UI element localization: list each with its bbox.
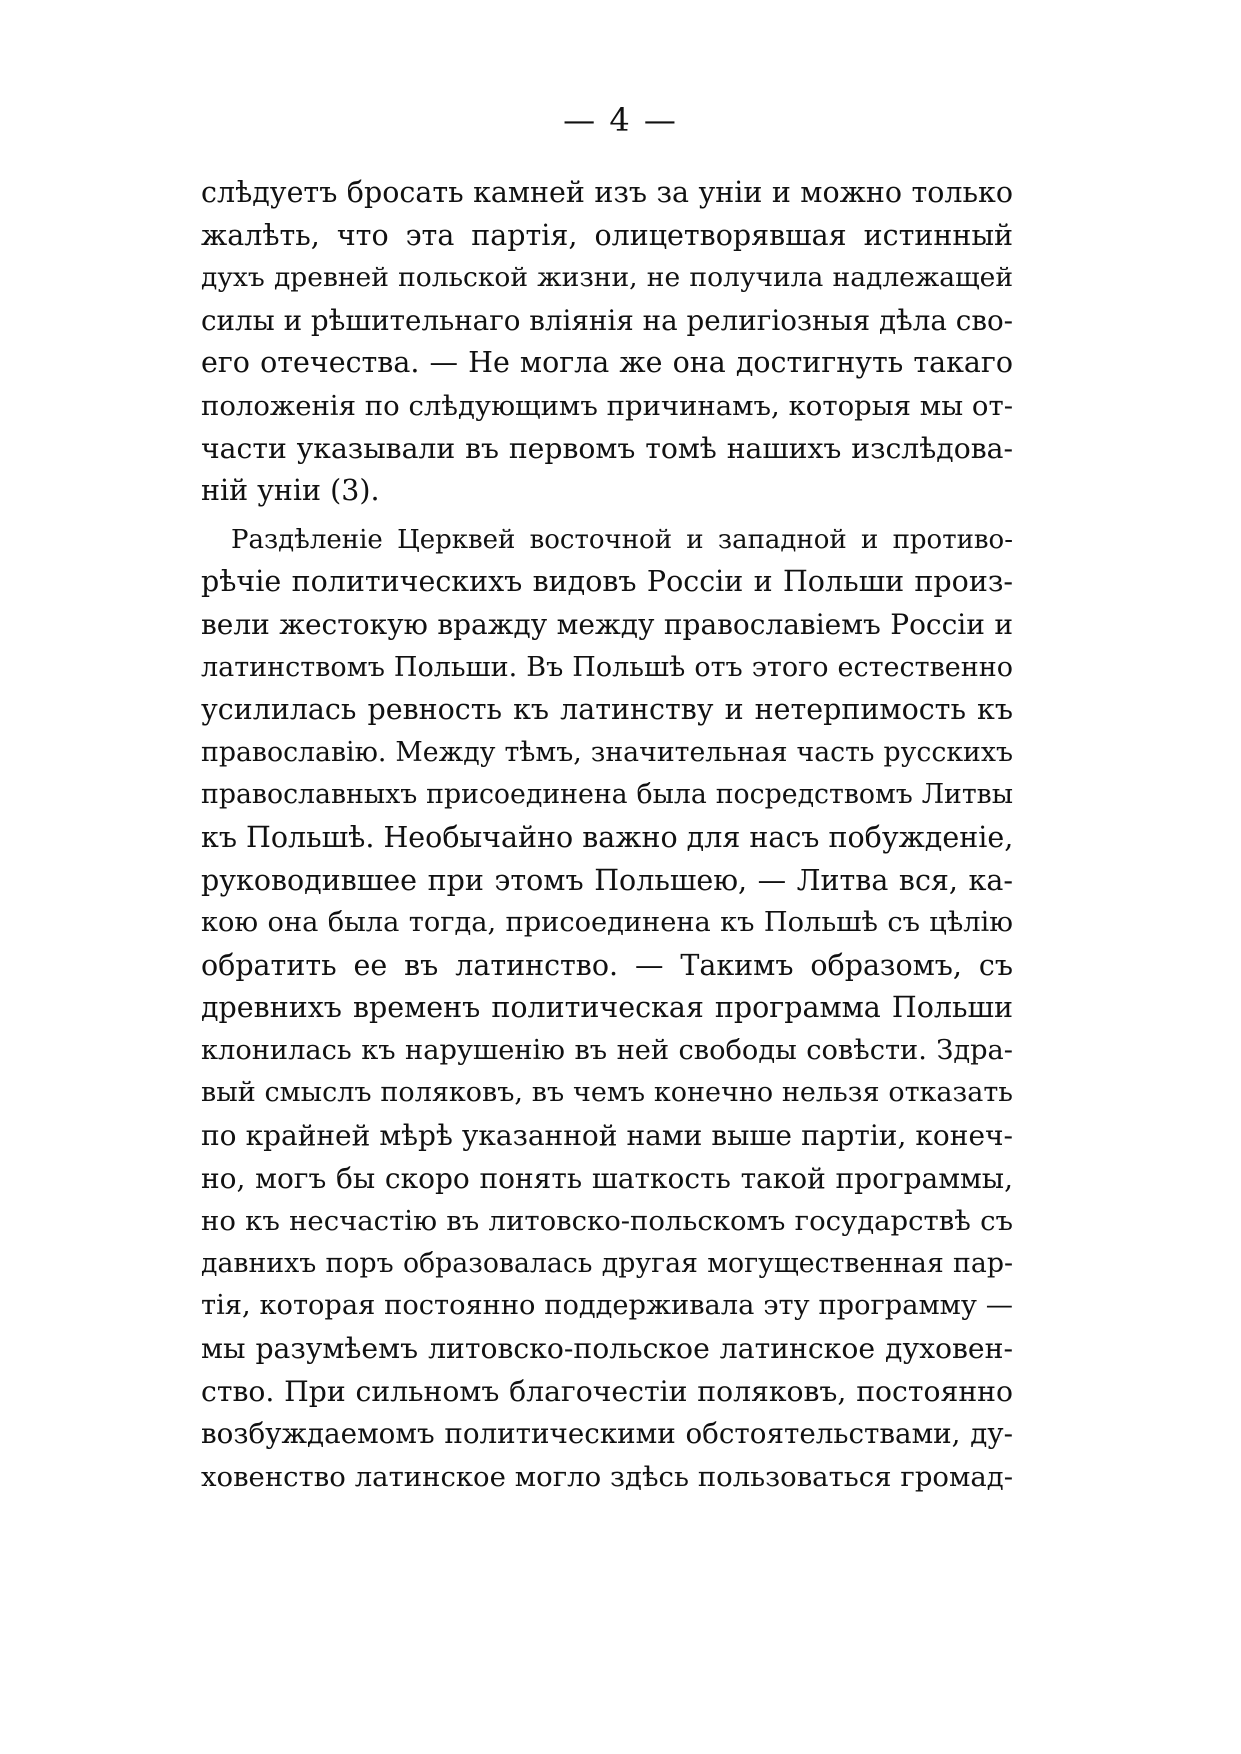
text-line: духъ древней польской жизни, не получила надлежащей — [201, 262, 1013, 294]
text-line: по крайней мѣрѣ указанной нами выше партіи, конеч- — [201, 1119, 1013, 1153]
text-line: древнихъ временъ политическая программа Польши — [201, 991, 1013, 1025]
text-line: тія, которая постоянно поддерживала эту программу — — [201, 1290, 1013, 1322]
text-line: латинствомъ Польши. Въ Польшѣ отъ этого естественно — [201, 651, 1013, 683]
body-text — [201, 172, 1013, 1498]
page-number: — 4 — — [563, 101, 678, 139]
text-line: жалѣть, что эта партія, олицетворявшая истинный — [201, 218, 1013, 252]
text-line: православію. Между тѣмъ, значительная часть русскихъ — [201, 736, 1013, 768]
text-line: православныхъ присоединена была посредствомъ Литвы — [201, 779, 1013, 811]
text-line: вый смыслъ поляковъ, въ чемъ конечно нельзя отказать — [201, 1077, 1013, 1109]
text-line: силы и рѣшительнаго вліянія на религіозныя дѣла сво- — [201, 303, 1014, 337]
text-line: рѣчіе политическихъ видовъ Россіи и Польши произ- — [201, 565, 1013, 599]
text-line: ній уніи (3). — [201, 474, 380, 508]
text-line: ховенство латинское могло здѣсь пользоваться громад- — [201, 1460, 1013, 1493]
text-line: части указывали въ первомъ томѣ нашихъ изслѣдова- — [201, 431, 1013, 465]
text-line: давнихъ поръ образовалась другая могущественная пар- — [201, 1247, 1013, 1279]
text-line: клонилась къ нарушенію въ ней свободы совѣсти. Здра- — [201, 1034, 1013, 1066]
text-line: но къ несчастію въ литовско-польскомъ государствѣ съ — [201, 1205, 1013, 1238]
text-line: кою она была тогда, присоединена къ Польшѣ съ цѣлію — [201, 907, 1013, 939]
text-line: усилилась ревность къ латинству и нетерпимость къ — [201, 693, 1013, 727]
paragraph-2 — [201, 519, 1013, 1499]
text-line: обратить ее въ латинство. — Такимъ образомъ, съ — [201, 948, 1013, 982]
text-line: возбуждаемомъ политическими обстоятельствами, ду- — [201, 1417, 1013, 1451]
text-line: мы разумѣемъ литовско-польское латинское духовен- — [201, 1332, 1013, 1366]
text-line: положенія по слѣдующимъ причинамъ, которыя мы от- — [201, 389, 1013, 422]
text-line: слѣдуетъ бросать камней изъ за уніи и можно только — [201, 176, 1013, 209]
text-line: но, могъ бы скоро понять шаткость такой программы, — [201, 1161, 1013, 1195]
text-line: его отечества. — Не могла же она достигнуть такаго — [201, 346, 1013, 380]
text-line: руководившее при этомъ Польшею, — Литва вся, ка- — [201, 863, 1013, 897]
text-line: ство. При сильномъ благочестіи поляковъ, постоянно — [201, 1374, 1013, 1408]
paragraph-1 — [201, 172, 1013, 513]
text-line: къ Польшѣ. Необычайно важно для насъ побужденіе, — [201, 820, 1014, 854]
text-line: вели жестокую вражду между православіемъ Россіи и — [201, 607, 1013, 641]
text-line: Раздѣленіе Церквей восточной и западной и противо- — [231, 524, 1013, 555]
